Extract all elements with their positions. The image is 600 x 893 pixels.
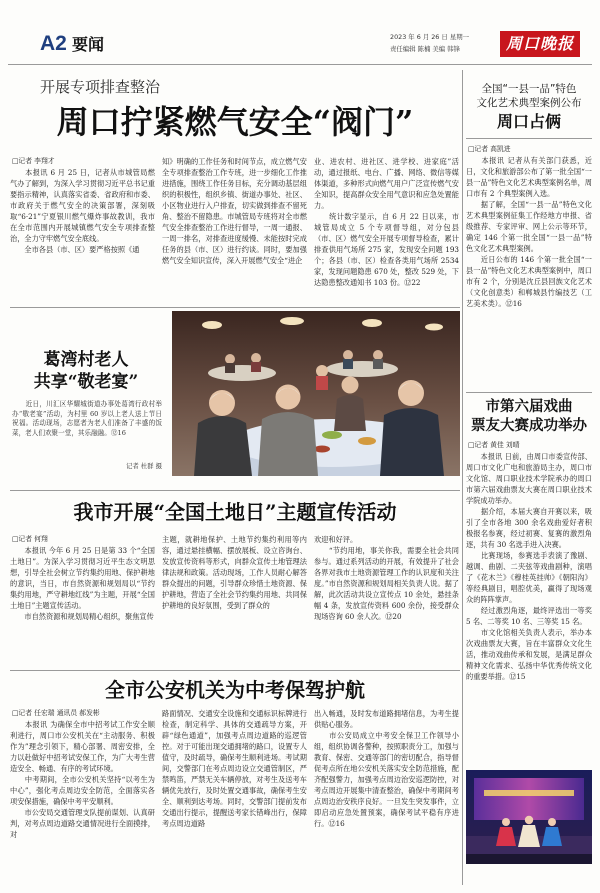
police-column-1: 本报讯 为确保全市中招考试工作安全顺利进行，周口市公安机关在“主动服务、积极作为”理念引领下，精心部署、周密安排，全力以赴做好中招考试安保工作，为广大考生营造安全、畅通、有序的考试环境。 中考期间，全市公安机关坚持“以考生为中心”，强化考点周边安全防范，全面落实各项安保措施，确保中考平安顺利。 市公安局交通管理支队提前谋划、认真研判，对考点周边道路交通情况进行全面摸排，对	[10, 720, 155, 839]
banquet-photo-graphic	[172, 311, 460, 476]
lead-column-1: 本报讯 6 月 25 日，记者从市城管局燃气办了解到，为深入学习贯彻习近平总书记重要指示精神，认真落实省委、省政府和市委、市政府关于燃气安全的决策部署，深刻吸取“6·21”宁夏银川燃气爆炸事故教训，我市在全市范围内开展城镇燃气安全专项排查整治，全力守牢燃气安全底线。 全市各县（市、区）要严格按照《通	[10, 168, 155, 254]
opera-title-line-1: 市第六届戏曲	[485, 398, 573, 415]
header-rule	[8, 64, 592, 65]
lead-byline: □记者 李翔才	[12, 157, 55, 165]
culture-bottom-rule	[466, 392, 592, 393]
banquet-title-line-2: 共享“敬老宴”	[33, 372, 139, 392]
opera-byline: □记者 黄佳 刘晴	[468, 441, 520, 449]
police-headline: 全市公安机关为中考保驾护航	[105, 678, 365, 702]
land-day-column-3: 欢迎和好评。 “节约用地，事关你我，需要全社会共同参与。通过系列活动的开展，有效提升了社会各界对我市土地资源管理工作的认识度和关注度。”市自然资源和规划局相关负责人说。据了解，此次活动共设立宣传点 10 余处，悬挂条幅 4 条，发放宣传资料 600 余份，接受群众现场咨询 60 余人次。⑫20	[314, 535, 459, 621]
lead-column-3: 业、进农村、进社区、进学校、进家庭”活动，通过报纸、电台、广播、网络、微信等媒体渠道，多种形式向燃气用户广泛宣传燃气安全知识，提高群众安全用气意识和应急处置能力。 统计数字显示，自 6 月 22 日以来，市城管局成立 5 个专项督导组，对分包县（市、区）燃气安全开展专项督导检查，累计排查供用气场所 275 家，发现安全问题 193 个；各县（市、区）检查各类用气场所 2534 家，发现问题隐患 670 处，整改 529 处，下达隐患整改通知书 103 份。⑫22	[314, 157, 459, 287]
culture-title-line-1: 全国“一县一品”特色	[481, 83, 577, 95]
culture-byline: □记者 高凯进	[468, 145, 511, 153]
culture-subtitle: 周口占俩	[496, 112, 561, 131]
issue-editors: 责任编辑 陈楠 美编 韩锋	[390, 45, 460, 53]
banquet-caption: 近日，川汇区华耀城街道办事处葛湾行政村举办“敬老宴”活动，为村里 60 岁以上老人送上节日祝福。活动现场，志愿者为老人们准备了丰盛的饭菜，老人们欢聚一堂，其乐融融。⑫16	[12, 400, 162, 437]
section-name: 要闻	[72, 35, 105, 54]
opera-body: 本报讯 日前，由周口市委宣传部、周口市文化广电和旅游局主办，周口市文化馆、周口职业技术学院承办的周口市第六届戏曲票友大赛在周口职业技术学院成功举办。 据介绍，本届大赛自开赛以来，吸引了全市各地 300 余名戏曲爱好者积极报名参赛，经过初赛、复赛的激烈角逐，共有 30 名选手进入决赛。 比赛现场，参赛选手表演了豫剧、越调、曲剧、二夹弦等戏曲剧种，演唱了《花木兰》《穆桂英挂帅》《朝阳沟》等经典剧目，唱腔优美，赢得了现场观众的阵阵掌声。 经过激烈角逐，最终评选出一等奖 5 名、二等奖 10 名、三等奖 15 名。 市文化馆相关负责人表示，举办本次戏曲票友大赛，旨在丰富群众文化生活，推动戏曲传承和发展，是满足群众精神文化需求、弘扬中华优秀传统文化的重要举措。⑫15	[466, 452, 592, 681]
lead-kicker: 开展专项排查整治	[40, 78, 161, 96]
lead-column-2: 知》明确的工作任务和时间节点，成立燃气安全专项排查整治工作专班，进一步细化工作推进措施，围绕工作任务目标，充分调动基层组织的积极性，组织乡镇、街道办事处、社区、小区物业进行入户排查，切实做到排查不留死角、整治不留隐患。市城管局专班将对全市燃气安全排查整治工作进行督导，一周一通报、一周一排名，对排查进度缓慢、未能按时完成任务的县（市、区）进行约谈。同时，要加强燃气安全知识宣传，深入开展燃气安全“进企	[162, 157, 307, 265]
banquet-photo-credit: 记者 杜群 摄	[125, 462, 162, 470]
police-byline: □记者 任宏瑞 通讯员 郝发彬	[12, 709, 100, 717]
dish	[358, 437, 376, 445]
lead-headline: 周口拧紧燃气安全“阀门”	[56, 103, 414, 141]
stage-photo-graphic	[466, 770, 592, 864]
police-column-3: 出入畅通，及时发布道路拥堵信息，为考生提供贴心服务。 市公安局成立中考安全保卫工作领导小组，组织协调各警种，按照职责分工，加强与教育、保密、交通等部门的密切配合，指导督促考点所在地公安机关落实安全防范措施，配齐配强警力，加强考点周边治安巡逻防控，对考点周边开展集中清查整治，确保中考期间考点周边治安秩序良好。一旦发生突发事件，立即启动应急处置预案，确保考试平稳有序进行。⑫16	[314, 709, 459, 828]
land-day-byline: □记者 何翔	[12, 535, 48, 543]
land-day-column-1: 本报讯 今年 6 月 25 日是第 33 个“全国土地日”。为深入学习贯彻习近平生态文明思想，引导全社会树立节约集约用地、保护耕地的意识，当日，市自然资源和规划局以“节约集约用地，严守耕地红线”为主题，开展“全国土地日”主题宣传活动。 市自然资源和规划局精心组织，聚焦宣传	[10, 546, 155, 621]
page-number: A2	[40, 32, 67, 55]
right-rail-divider	[462, 70, 463, 885]
land-day-bottom-rule	[10, 670, 460, 671]
dish	[314, 446, 330, 453]
land-day-headline: 我市开展“全国土地日”主题宣传活动	[73, 500, 397, 524]
audience-silhouette	[466, 854, 592, 864]
stage-screen	[474, 778, 584, 820]
banquet-bottom-rule	[10, 490, 460, 491]
culture-body: 本报讯 记者从有关部门获悉，近日，文化和旅游部公布了第一批全国“一县一品”特色文化艺术典型案例名单，周口市有 2 个典型案例入选。 据了解，全国“一县一品”特色文化艺术典型案例征集工作经地方申报、省级推荐、专家评审、网上公示等环节，确定 146 个第一批全国“一县一品”特色文化艺术典型案例。 近日公布的 146 个第一批全国“一县一品”特色文化艺术典型案例中，周口市有 2 个，分别是沈丘县回族文化艺术（文化创意类）和郸城县竹编技艺（工艺美术类）。⑫16	[466, 156, 592, 308]
banquet-title-line-1: 葛湾村老人	[43, 350, 129, 370]
culture-title-rule	[466, 138, 592, 139]
opera-title-line-2: 票友大赛成功举办	[471, 417, 587, 434]
stage-banner	[484, 790, 574, 796]
land-day-column-2: 主题，就耕地保护、土地节约集约利用等内容，通过悬挂横幅、摆放展板、设立咨询台、发放宣传资料等形式，向群众宣传土地管理法律法规和政策。活动现场，工作人员耐心解答群众提出的问题，引导群众珍惜土地资源、保护耕地，营造了全社会节约集约用地、共同保护耕地的良好氛围，受到了群众的	[162, 535, 307, 610]
opera-stage-photo	[466, 770, 592, 864]
lead-bottom-rule	[10, 307, 460, 308]
issue-date: 2023 年 6 月 26 日 星期一	[390, 33, 469, 41]
culture-title-line-2: 文化艺术典型案例公布	[476, 97, 582, 109]
police-column-2: 路面情况、交通安全设施和交通标识标牌进行检查，制定科学、具体的交通疏导方案，开辟“绿色通道”，加强考点周边道路的巡逻管控。对于可能出现交通拥堵的路口，设置专人值守，及时疏导，确保考生顺利进场。考试期间，交警部门在考点周边设立交通管制区，严禁鸣笛，严禁无关车辆停放，对考生及送考车辆优先放行，及时处置交通事故，确保考生安全、顺利到达考场。同时，交警部门提前发布交通出行提示，提醒送考家长错峰出行，保障考点周边道路	[162, 709, 307, 828]
masthead-logo: 周口晚报	[500, 31, 580, 57]
dish	[322, 431, 342, 439]
banquet-photo	[172, 311, 460, 476]
